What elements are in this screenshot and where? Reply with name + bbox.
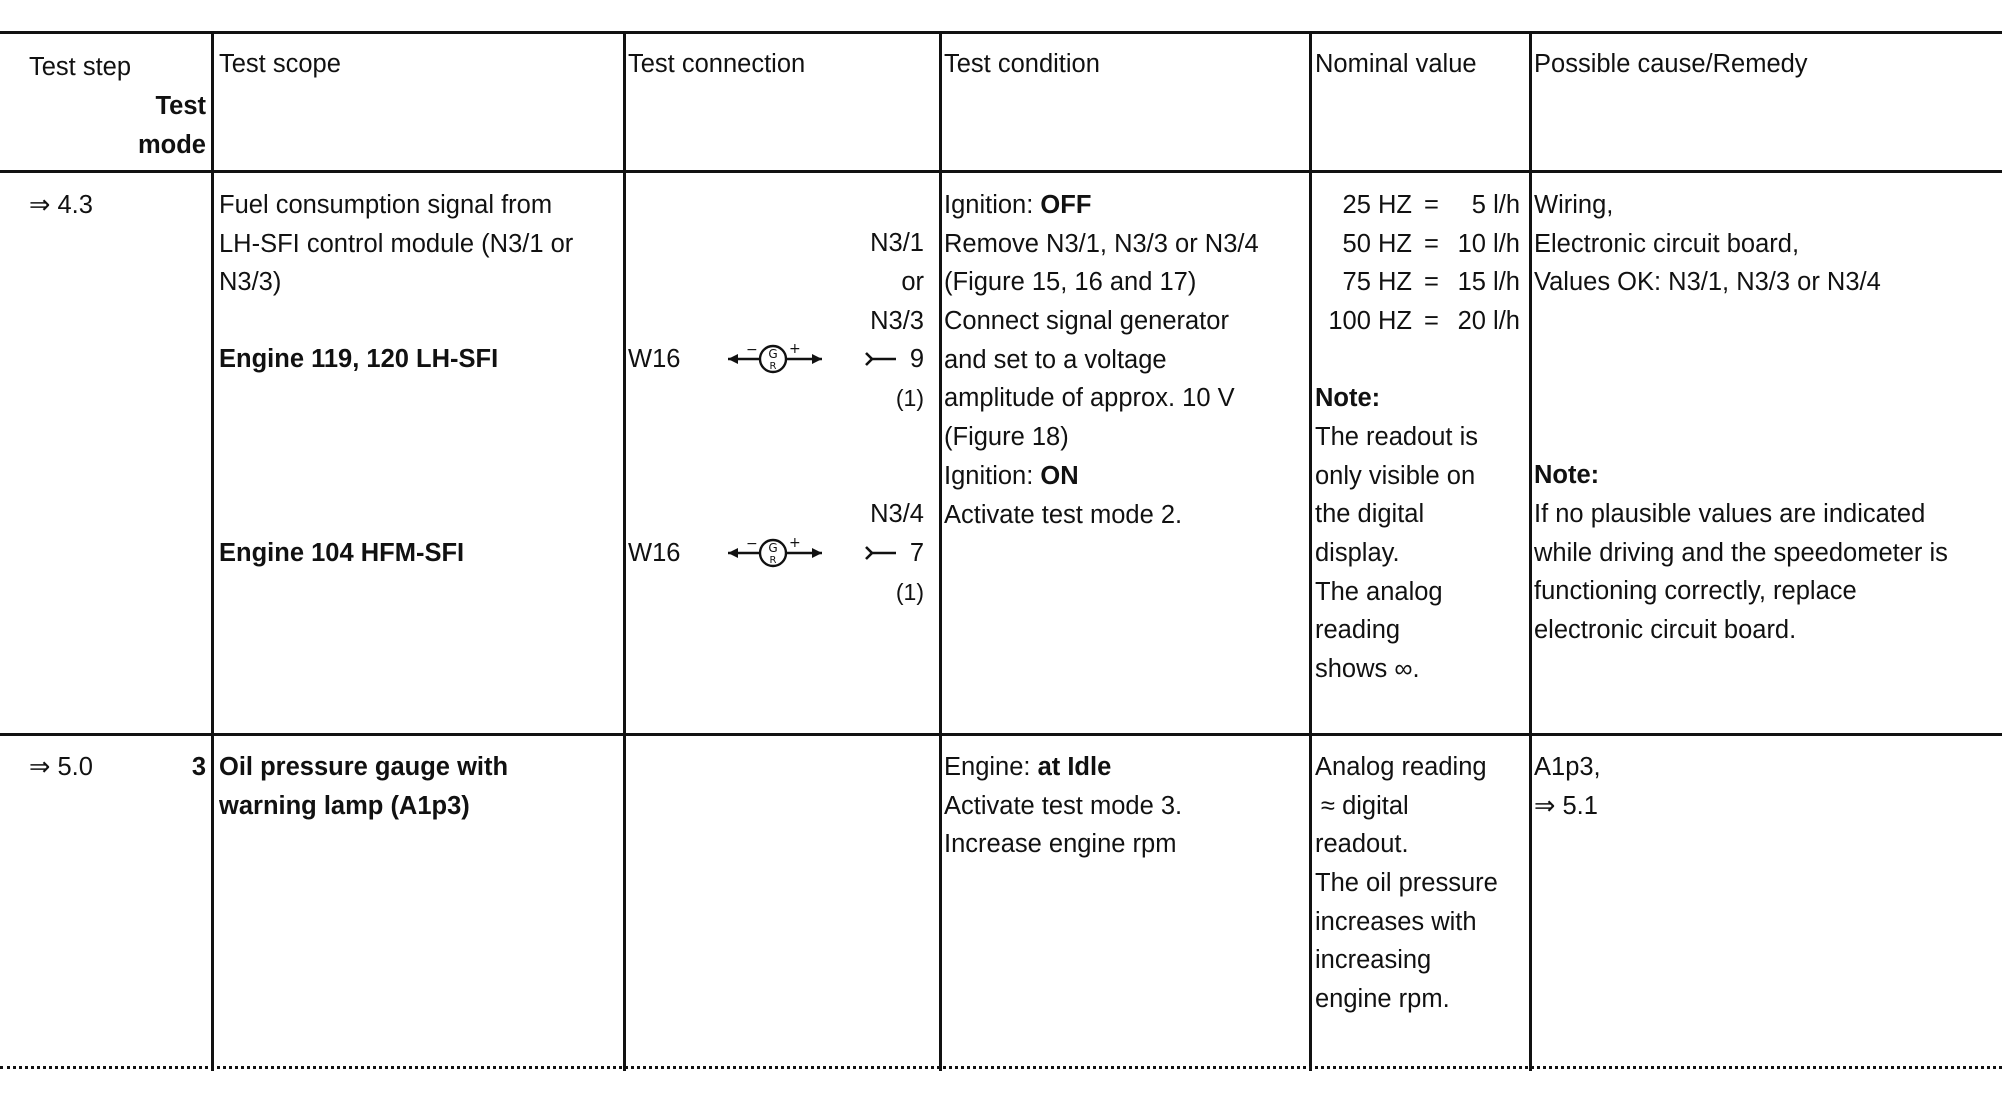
note-line: electronic circuit board. <box>1534 616 1797 645</box>
col-divider-2 <box>623 31 626 1071</box>
header-test-mode-1: Test <box>155 92 206 120</box>
pin-label: or <box>901 268 924 296</box>
note-line: display. <box>1315 539 1400 568</box>
nominal-line: The oil pressure <box>1315 869 1498 898</box>
scope-line: N3/3) <box>219 268 282 297</box>
note-line: only visible on <box>1315 461 1476 490</box>
row1-test-condition <box>944 186 1259 534</box>
svg-text:+: + <box>789 341 801 357</box>
row2-nominal-value <box>1315 748 1498 1019</box>
condition-line: Ignition: ON <box>944 461 1079 490</box>
nominal-line: increases with <box>1315 907 1477 936</box>
signal-generator-icon <box>726 534 826 572</box>
nominal-line: ≈ digital <box>1321 791 1409 820</box>
note-line: The readout is <box>1315 423 1479 451</box>
nominal-line: Analog reading <box>1315 753 1487 781</box>
footnote-ref: (1) <box>895 579 924 605</box>
row2-possible-cause <box>1534 748 1601 825</box>
nominal-line: 75 HZ = 15 l/h <box>1342 268 1520 297</box>
condition-line: (Figure 15, 16 and 17) <box>944 268 1197 297</box>
row2-test-mode: 3 <box>191 753 206 781</box>
nominal-line: readout. <box>1315 830 1409 859</box>
condition-line: Ignition: OFF <box>944 191 1092 219</box>
row1-nominal-note-label: Note: <box>1315 384 1381 412</box>
table-bottom-dotted-rule <box>0 1066 2002 1069</box>
condition-line: (Figure 18) <box>944 423 1069 452</box>
scope-line: Fuel consumption signal from <box>219 191 553 219</box>
header-bottom-rule <box>0 170 2002 173</box>
note-line: If no plausible values are indicated <box>1534 500 1926 528</box>
nominal-line: increasing <box>1315 946 1432 975</box>
condition-line: and set to a voltage <box>944 345 1167 374</box>
row1-engine-a: Engine 119, 120 LH-SFI <box>219 345 499 373</box>
row1-cause-note <box>1534 495 1948 650</box>
header-possible-cause: Possible cause/Remedy <box>1534 50 1808 78</box>
row2-test-scope <box>219 748 508 825</box>
note-line: shows ∞. <box>1315 655 1420 684</box>
header-test-step: Test step <box>29 53 132 81</box>
header-nominal-value: Nominal value <box>1315 50 1477 78</box>
row1-cause-note-label: Note: <box>1534 461 1600 489</box>
pin-label: N3/4 <box>870 500 924 528</box>
condition-line: Connect signal generator <box>944 307 1229 336</box>
svg-text:+: + <box>789 535 801 551</box>
row1-nominal-values <box>1312 186 1524 341</box>
tester-label: W16 <box>628 539 681 567</box>
cause-line: Wiring, <box>1534 191 1614 219</box>
svg-text:−: − <box>746 536 758 552</box>
pin-number: 7 <box>909 539 924 567</box>
condition-line: amplitude of approx. 10 V <box>944 384 1235 413</box>
condition-line: Activate test mode 3. <box>944 791 1183 820</box>
cause-line: A1p3, <box>1534 753 1601 781</box>
cause-line: Electronic circuit board, <box>1534 229 1800 258</box>
pin-label: N3/1 <box>870 229 924 257</box>
scope-line: Oil pressure gauge with <box>219 753 509 781</box>
svg-text:G: G <box>768 347 778 361</box>
row2-test-step: ⇒ 5.0 <box>29 753 93 781</box>
row1-nominal-note <box>1315 418 1478 689</box>
col-divider-3 <box>939 31 942 1071</box>
nominal-line: 50 HZ = 10 l/h <box>1342 229 1520 258</box>
scope-line: warning lamp (A1p3) <box>219 791 470 820</box>
signal-generator-icon <box>726 340 826 378</box>
cause-link[interactable]: ⇒ 5.1 <box>1534 791 1598 820</box>
note-line: while driving and the speedometer is <box>1534 538 1948 567</box>
note-line: The analog <box>1315 577 1443 606</box>
row1-bottom-rule <box>0 733 2002 736</box>
pin-number: 9 <box>909 345 924 373</box>
svg-text:−: − <box>746 342 758 358</box>
header-test-scope: Test scope <box>219 50 341 78</box>
condition-line: Engine: at Idle <box>944 753 1112 781</box>
header-test-connection: Test connection <box>628 50 806 78</box>
row2-test-condition <box>944 748 1182 864</box>
svg-text:R: R <box>769 361 777 372</box>
scope-line: LH-SFI control module (N3/1 or <box>219 229 574 258</box>
nominal-line: engine rpm. <box>1315 985 1450 1014</box>
nominal-line: 25 HZ = 5 l/h <box>1342 191 1520 219</box>
condition-line: Increase engine rpm <box>944 830 1177 859</box>
col-divider-1 <box>211 31 214 1071</box>
svg-text:R: R <box>769 555 777 566</box>
note-line: reading <box>1315 616 1401 645</box>
note-line: the digital <box>1315 500 1425 529</box>
header-test-mode-2: mode <box>137 131 206 159</box>
footnote-ref: (1) <box>895 385 924 411</box>
condition-line: Activate test mode 2. <box>944 500 1183 529</box>
col-divider-5 <box>1529 31 1532 1071</box>
table-top-rule <box>0 31 2002 34</box>
svg-text:G: G <box>768 541 778 555</box>
cause-line: Values OK: N3/1, N3/3 or N3/4 <box>1534 268 1881 297</box>
tester-label: W16 <box>628 345 681 373</box>
nominal-line: 100 HZ = 20 l/h <box>1328 307 1520 336</box>
pin-label: N3/3 <box>870 307 924 335</box>
note-line: functioning correctly, replace <box>1534 577 1857 606</box>
header-test-condition: Test condition <box>944 50 1100 78</box>
row1-possible-cause <box>1534 186 1881 302</box>
row1-test-step: ⇒ 4.3 <box>29 191 93 219</box>
row1-test-scope <box>219 186 573 302</box>
row1-engine-b: Engine 104 HFM-SFI <box>219 539 465 567</box>
condition-line: Remove N3/1, N3/3 or N3/4 <box>944 229 1259 258</box>
